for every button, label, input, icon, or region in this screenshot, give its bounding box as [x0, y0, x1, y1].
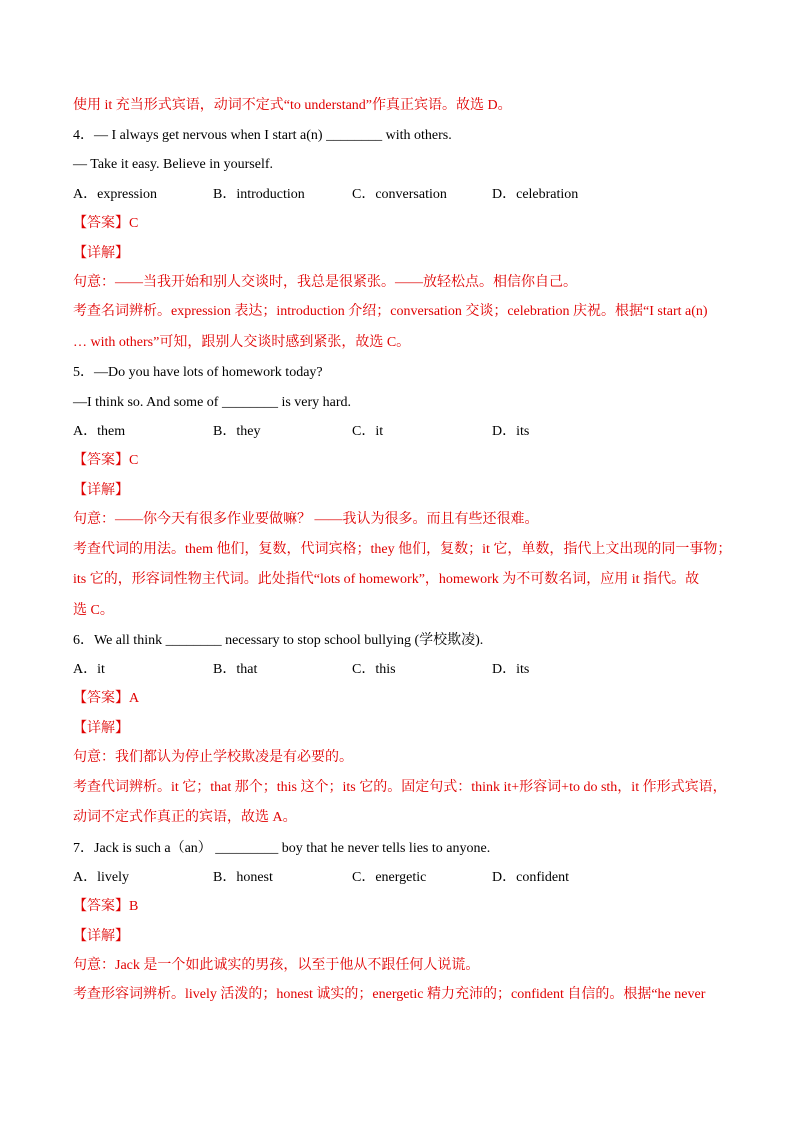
option-d: D．confident — [492, 870, 569, 885]
explanation-line: 使用 it 充当形式宾语，动词不定式“to understand”作真正宾语。故选 D。 — [73, 98, 512, 113]
question-4-stem: 4．— I always get nervous when I start a(n) ________ with others. — [73, 128, 452, 143]
explanation-line: 句意：Jack 是一个如此诚实的男孩，以至于他从不跟任何人说谎。 — [73, 958, 480, 973]
explanation-line: 动词不定式作真正的宾语，故选 A。 — [73, 810, 297, 825]
question-5-options — [73, 423, 740, 441]
option-c: C．it — [352, 424, 384, 439]
detail-label: 【详解】 — [73, 929, 129, 944]
detail-label: 【详解】 — [73, 483, 129, 498]
question-5-stem: 5．—Do you have lots of homework today? — [73, 365, 323, 380]
answer-label: 【答案】C — [73, 453, 139, 468]
explanation-line: 句意：我们都认为停止学校欺凌是有必要的。 — [73, 750, 353, 765]
question-7-options — [73, 869, 740, 887]
detail-label: 【详解】 — [73, 246, 129, 261]
question-7-stem: 7．Jack is such a（an） _________ boy that he never tells lies to anyone. — [73, 841, 491, 856]
explanation-line: its 它的，形容词性物主代词。此处指代“lots of homework”，homework 为不可数名词，应用 it 指代。故 — [73, 572, 700, 587]
explanation-line: … with others”可知，跟别人交谈时感到紧张，故选 C。 — [73, 335, 411, 350]
explanation-line: 考查名词辨析。expression 表达；introduction 介绍；conversation 交谈；celebration 庆祝。根据“I start a(n) — [73, 304, 708, 319]
option-b: B．introduction — [213, 187, 305, 202]
question-6-options — [73, 661, 740, 679]
option-a: A．it — [73, 662, 105, 677]
explanation-line: 句意：——当我开始和别人交谈时，我总是很紧张。——放轻松点。相信你自己。 — [73, 275, 577, 290]
explanation-line: 选 C。 — [73, 603, 114, 618]
option-a: A．them — [73, 424, 126, 439]
explanation-line: 考查形容词辨析。lively 活泼的；honest 诚实的；energetic 精力充沛的；confident 自信的。根据“he never — [73, 987, 706, 1002]
option-d: D．its — [492, 424, 530, 439]
option-c: C．this — [352, 662, 396, 677]
option-a: A．lively — [73, 870, 129, 885]
answer-label: 【答案】B — [73, 899, 139, 914]
answer-label: 【答案】A — [73, 691, 140, 706]
question-4-reply: — Take it easy. Believe in yourself. — [73, 157, 274, 172]
detail-label: 【详解】 — [73, 721, 129, 736]
option-c: C．conversation — [352, 187, 447, 202]
explanation-line: 考查代词的用法。them 他们，复数，代词宾格；they 他们，复数；it 它，单数，指代上文出现的同一事物； — [73, 542, 732, 557]
explanation-line: 句意：——你今天有很多作业要做嘛？ ——我认为很多。而且有些还很难。 — [73, 512, 539, 527]
explanation-line: 考查代词辨析。it 它；that 那个；this 这个；its 它的。固定句式：think it+形容词+to do sth，it 作形式宾语， — [73, 780, 727, 795]
option-b: B．they — [213, 424, 261, 439]
option-c: C．energetic — [352, 870, 427, 885]
question-5-reply: —I think so. And some of ________ is very hard. — [73, 395, 352, 410]
option-b: B．honest — [213, 870, 273, 885]
option-a: A．expression — [73, 187, 157, 202]
question-6-stem: 6．We all think ________ necessary to stop school bullying (学校欺凌). — [73, 633, 484, 648]
option-d: D．its — [492, 662, 530, 677]
answer-label: 【答案】C — [73, 216, 139, 231]
option-d: D．celebration — [492, 187, 579, 202]
question-4-options — [73, 186, 740, 204]
option-b: B．that — [213, 662, 258, 677]
